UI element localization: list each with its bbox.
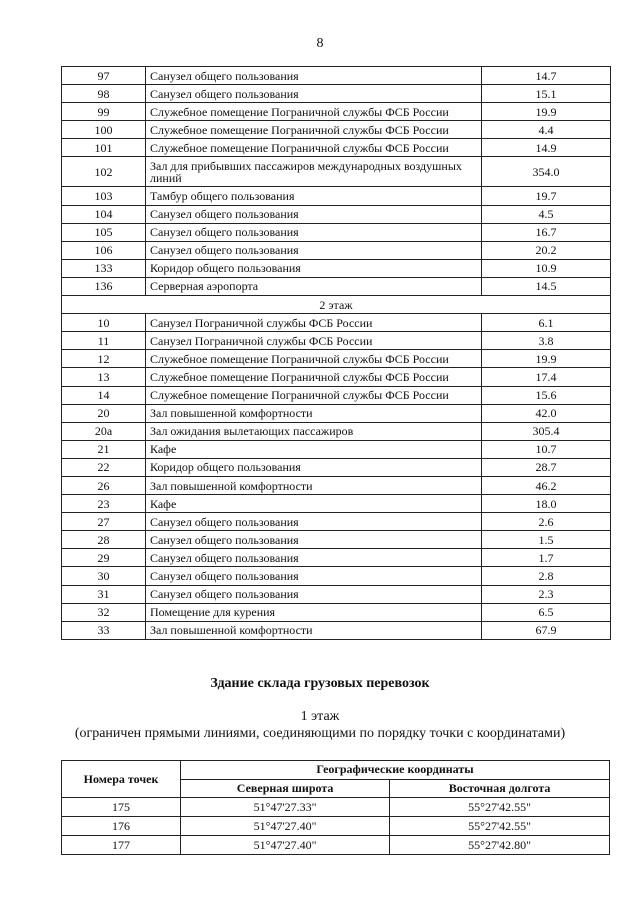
table-row [62,139,611,157]
table-row [62,241,611,259]
room-name: Зал ожидания вылетающих пассажиров [146,422,482,440]
table-row [62,259,611,277]
room-number: 99 [62,103,146,121]
floor2-label: 2 этаж [62,296,611,314]
room-area: 18.0 [482,495,611,513]
room-name: Санузел общего пользования [146,223,482,241]
point-number: 175 [62,798,181,817]
room-number: 105 [62,223,146,241]
room-area: 15.6 [482,386,611,404]
point-number: 176 [62,817,181,836]
point-number: 177 [62,836,181,855]
room-number: 13 [62,368,146,386]
rooms-table [61,66,611,640]
coordinates-body [62,798,610,855]
table-row [62,495,611,513]
room-area: 17.4 [482,368,611,386]
table-row [62,817,610,836]
room-number: 14 [62,386,146,404]
room-name: Коридор общего пользования [146,259,482,277]
table-row [62,422,611,440]
building-title: Здание склада грузовых перевозок [210,676,430,691]
latitude: 51°47'27.40" [181,817,390,836]
table-row [62,314,611,332]
table-row [62,621,611,639]
table-row [62,603,611,621]
room-name: Тамбур общего пользования [146,187,482,205]
room-name: Служебное помещение Пограничной службы ФСБ России [146,386,482,404]
room-name: Санузел общего пользования [146,585,482,603]
room-name: Санузел Пограничной службы ФСБ России [146,314,482,332]
room-number: 133 [62,259,146,277]
room-number: 20а [62,422,146,440]
room-area: 19.7 [482,187,611,205]
table-row [62,350,611,368]
room-area: 42.0 [482,404,611,422]
table-row [62,332,611,350]
room-area: 14.9 [482,139,611,157]
longitude: 55°27'42.80" [390,836,610,855]
table-row [62,157,611,187]
room-number: 31 [62,585,146,603]
room-number: 20 [62,404,146,422]
room-number: 11 [62,332,146,350]
room-area: 19.9 [482,350,611,368]
table-row [62,798,610,817]
room-number: 106 [62,241,146,259]
table-row [62,513,611,531]
room-name: Коридор общего пользования [146,458,482,476]
room-area: 2.6 [482,513,611,531]
table-row [62,223,611,241]
table-row [62,404,611,422]
room-area: 46.2 [482,476,611,494]
room-area: 2.3 [482,585,611,603]
room-name: Санузел Пограничной службы ФСБ России [146,332,482,350]
room-name: Кафе [146,440,482,458]
room-name: Зал повышенной комфортности [146,404,482,422]
room-area: 19.9 [482,103,611,121]
room-number: 98 [62,85,146,103]
table-row [62,277,611,295]
room-area: 10.9 [482,259,611,277]
room-number: 28 [62,531,146,549]
table-row [62,85,611,103]
room-name: Кафе [146,495,482,513]
coordinates-header [62,761,610,798]
table-row [62,549,611,567]
table-row [62,67,611,85]
col-points-header: Номера точек [62,761,181,798]
boundary-note: (ограничен прямыми линиями, соединяющими по порядку точки с координатами) [74,726,566,741]
room-area: 6.1 [482,314,611,332]
room-name: Помещение для курения [146,603,482,621]
room-name: Санузел общего пользования [146,549,482,567]
table-row [62,368,611,386]
table-row [62,531,611,549]
room-name: Санузел общего пользования [146,241,482,259]
rooms-floor2-body [62,314,611,640]
room-name: Служебное помещение Пограничной службы ФСБ России [146,139,482,157]
coordinates-table [61,760,610,855]
table-row [62,836,610,855]
room-name: Санузел общего пользования [146,85,482,103]
latitude: 51°47'27.33" [181,798,390,817]
room-number: 104 [62,205,146,223]
room-name: Служебное помещение Пограничной службы ФСБ России [146,350,482,368]
room-area: 4.5 [482,205,611,223]
room-area: 15.1 [482,85,611,103]
room-name: Служебное помещение Пограничной службы ФСБ России [146,121,482,139]
room-number: 23 [62,495,146,513]
floor1-label: 1 этаж [300,709,340,724]
room-number: 29 [62,549,146,567]
room-number: 27 [62,513,146,531]
room-number: 32 [62,603,146,621]
room-area: 20.2 [482,241,611,259]
room-number: 26 [62,476,146,494]
longitude: 55°27'42.55" [390,817,610,836]
room-name: Зал повышенной комфортности [146,476,482,494]
room-area: 1.7 [482,549,611,567]
room-area: 16.7 [482,223,611,241]
table-row [62,121,611,139]
room-name: Санузел общего пользования [146,567,482,585]
room-number: 10 [62,314,146,332]
room-number: 22 [62,458,146,476]
table-row [62,567,611,585]
room-number: 101 [62,139,146,157]
room-area: 6.5 [482,603,611,621]
room-area: 1.5 [482,531,611,549]
room-number: 102 [62,157,146,187]
room-area: 354.0 [482,157,611,187]
longitude: 55°27'42.55" [390,798,610,817]
room-name: Санузел общего пользования [146,513,482,531]
floor-row [62,296,611,314]
room-area: 28.7 [482,458,611,476]
room-area: 305.4 [482,422,611,440]
room-number: 100 [62,121,146,139]
room-name: Зал повышенной комфортности [146,621,482,639]
table-row [62,476,611,494]
room-number: 97 [62,67,146,85]
room-area: 14.5 [482,277,611,295]
col-lat-header: Северная широта [181,779,390,798]
table-row [62,458,611,476]
floor2-header [62,296,611,314]
col-geo-header: Географические координаты [181,761,610,780]
room-name: Санузел общего пользования [146,531,482,549]
page-number: 8 [316,36,324,51]
table-row [62,585,611,603]
room-number: 103 [62,187,146,205]
latitude: 51°47'27.40" [181,836,390,855]
room-number: 21 [62,440,146,458]
room-name: Санузел общего пользования [146,205,482,223]
room-name: Санузел общего пользования [146,67,482,85]
room-name: Серверная аэропорта [146,277,482,295]
room-name: Служебное помещение Пограничной службы ФСБ России [146,368,482,386]
room-name: Зал для прибывших пассажиров международных воздушных линий [146,157,482,187]
room-number: 30 [62,567,146,585]
room-area: 4.4 [482,121,611,139]
room-area: 67.9 [482,621,611,639]
room-number: 136 [62,277,146,295]
room-area: 10.7 [482,440,611,458]
rooms-floor1-body [62,67,611,296]
table-row [62,440,611,458]
col-lon-header: Восточная долгота [390,779,610,798]
table-row [62,103,611,121]
table-row [62,386,611,404]
room-area: 3.8 [482,332,611,350]
room-number: 12 [62,350,146,368]
table-row [62,205,611,223]
room-area: 2.8 [482,567,611,585]
room-number: 33 [62,621,146,639]
table-row [62,187,611,205]
room-name: Служебное помещение Пограничной службы ФСБ России [146,103,482,121]
room-area: 14.7 [482,67,611,85]
